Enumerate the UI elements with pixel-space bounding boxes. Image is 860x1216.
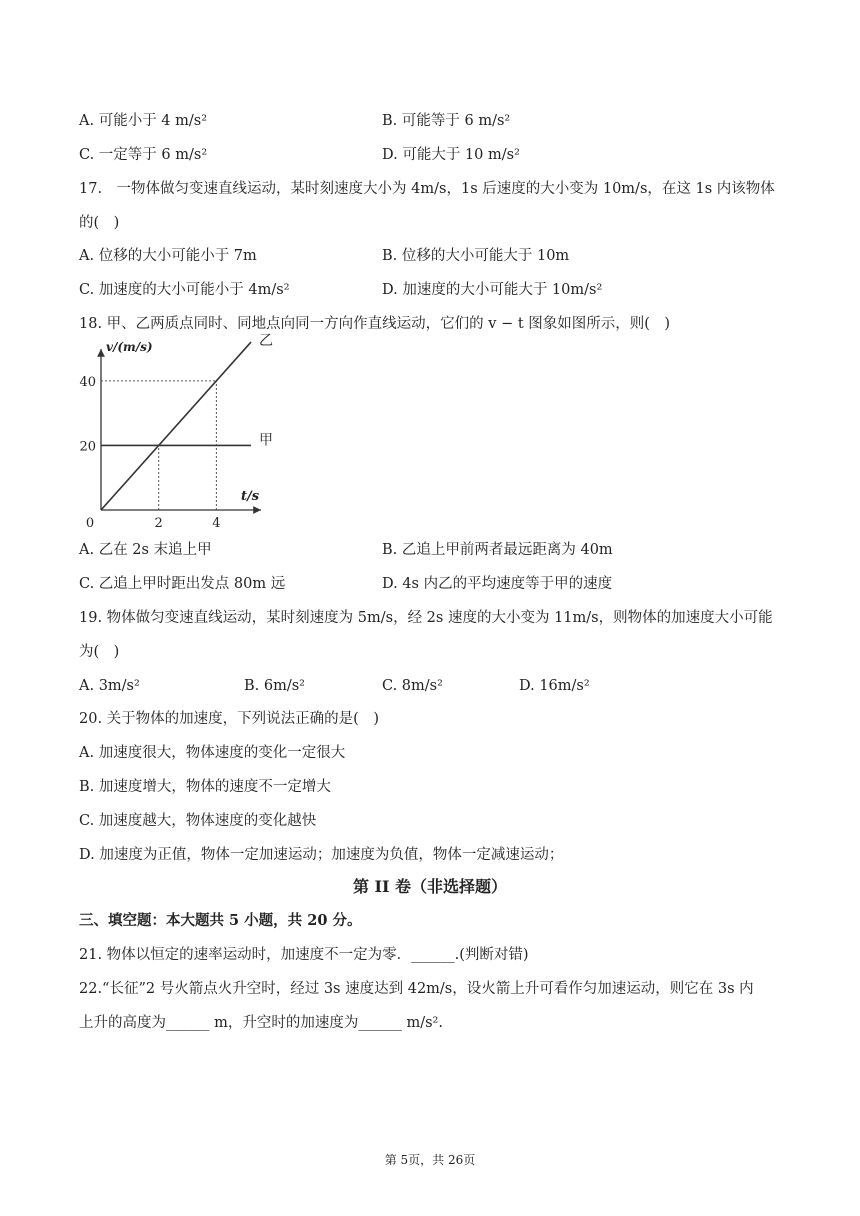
q17-option-c: C. 加速度的大小可能小于 4m/s² [79,282,290,298]
q20-stem: 20. 关于物体的加速度，下列说法正确的是( ) [79,711,379,727]
q19-option-b: B. 6m/s² [244,678,305,694]
y-tick-label-1: 20 [79,439,96,455]
q20-option-d: D. 加速度为正值，物体一定加速运动；加速度为负值，物体一定减速运动； [79,847,564,863]
q19-stem-line2: 为( ) [79,644,120,660]
q18-option-b: B. 乙追上甲前两者最远距离为 40m [382,542,613,558]
q16-option-d: D. 可能大于 10 m/s² [382,147,520,163]
q21-stem: 21. 物体以恒定的速率运动时，加速度不一定为零．______.(判断对错) [79,947,529,963]
x-tick-label-2: 4 [212,516,221,531]
q17-stem-line1: 17. 一物体做匀变速直线运动，某时刻速度大小为 4m/s，1s 后速度的大小变为 10m/s，在这 1s 内该物体 [79,181,775,197]
q22-stem-line2: 上升的高度为______ m，升空时的加速度为______ m/s². [79,1015,443,1031]
q19-option-a: A. 3m/s² [79,678,140,694]
q17-option-a: A. 位移的大小可能小于 7m [79,248,257,264]
q18-option-d: D. 4s 内乙的平均速度等于甲的速度 [382,576,613,592]
part-heading: 三、填空题：本大题共 5 小题，共 20 分。 [79,912,362,929]
q16-option-a: A. 可能小于 4 m/s² [79,113,208,129]
q17-option-d: D. 加速度的大小可能大于 10m/s² [382,282,603,298]
q18-option-c: C. 乙追上甲时距出发点 80m 远 [79,576,286,592]
q20-option-b: B. 加速度增大，物体的速度不一定增大 [79,779,331,795]
vt-graph [76,333,273,533]
q17-stem-line2: 的( ) [79,215,120,231]
x-axis-label: t/s [241,489,260,504]
series-label-1: 甲 [259,432,273,449]
origin-label: 0 [85,516,95,531]
x-tick-label-1: 2 [154,516,163,531]
series-line-2 [101,342,251,510]
q18-option-a: A. 乙在 2s 末追上甲 [79,542,212,558]
section-title: 第 II 卷（非选择题） [352,877,508,896]
q19-option-d: D. 16m/s² [519,678,590,694]
q18-stem: 18. 甲、乙两质点同时、同地点向同一方向作直线运动，它们的 v − t 图象如图所示，则( ) [79,316,671,332]
series-label-2: 乙 [259,333,273,350]
q20-option-a: A. 加速度很大，物体速度的变化一定很大 [79,745,346,761]
q19-stem-line1: 19. 物体做匀变速直线运动，某时刻速度为 5m/s，经 2s 速度的大小变为 11m/s，则物体的加速度大小可能 [79,610,773,626]
y-axis-label: v/(m/s) [106,340,153,354]
q22-stem-line1: 22.“长征”2 号火箭点火升空时，经过 3s 速度达到 42m/s，设火箭上升可看作匀加速运动，则它在 3s 内 [79,981,754,997]
q17-option-b: B. 位移的大小可能大于 10m [382,248,570,264]
q20-option-c: C. 加速度越大，物体速度的变化越快 [79,813,317,829]
q19-option-c: C. 8m/s² [382,678,443,694]
y-tick-label-2: 40 [79,374,96,390]
page-number: 第 5页，共 26页 [384,1153,476,1167]
q16-option-b: B. 可能等于 6 m/s² [382,113,511,129]
q16-option-c: C. 一定等于 6 m/s² [79,147,208,163]
